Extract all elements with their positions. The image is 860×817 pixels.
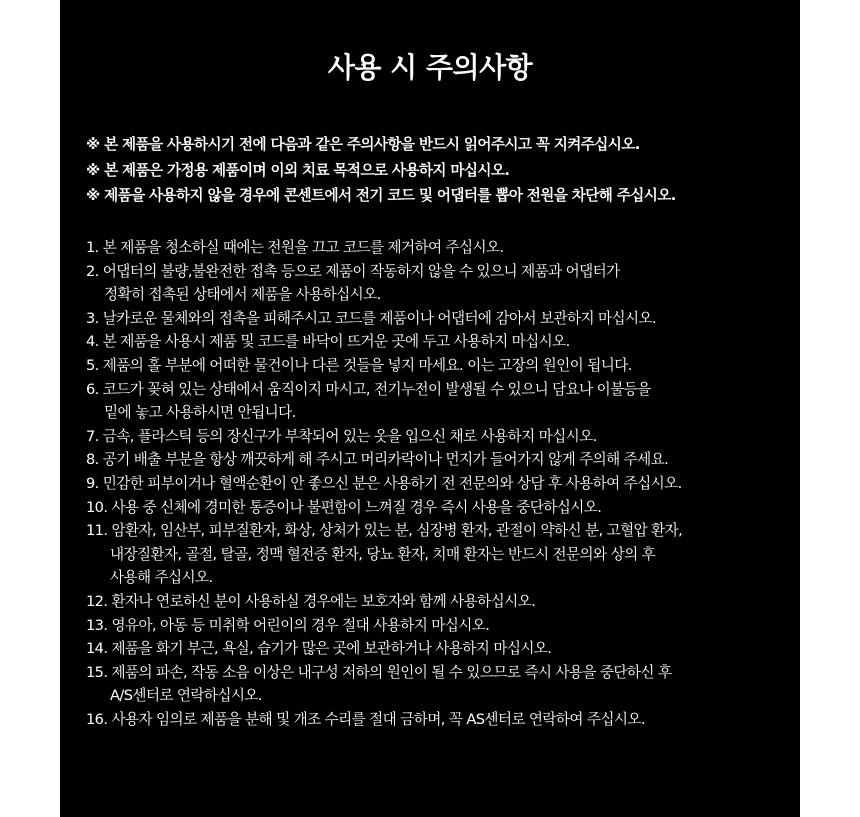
caution-item [86,519,796,590]
caution-line: 2. 어댑터의 불량,불완전한 접촉 등으로 제품이 작동하지 않을 수 있으니 제품과 어댑터가 [86,262,620,280]
caution-line: 정확히 접촉된 상태에서 제품을 사용하십시오. [104,286,381,304]
caution-item [86,236,796,260]
caution-item [86,354,796,378]
caution-line: 16. 사용자 임의로 제품을 분해 및 개조 수리를 절대 금하며, 꼭 AS센터로 연락하여 주십시오. [86,710,645,728]
caution-line: 1. 본 제품을 청소하실 때에는 전원을 끄고 코드를 제거하여 주십시오. [86,239,504,256]
caution-line: 10. 사용 중 신체에 경미한 통증이나 불편함이 느껴질 경우 즉시 사용을 중단하십시오. [86,498,602,516]
caution-line: 내장질환자, 골절, 탈골, 정맥 혈전증 환자, 당뇨 환자, 치매 환자는 반드시 전문의와 상의 후 [110,545,656,563]
caution-item [86,708,796,732]
caution-line: 14. 제품을 화기 부근, 욕실, 습기가 많은 곳에 보관하거나 사용하지 마십시오. [86,640,552,658]
caution-line: 밑에 놓고 사용하시면 안됩니다. [104,404,296,422]
caution-item [86,637,796,661]
caution-item [86,590,796,614]
caution-line: 4. 본 제품을 사용시 제품 및 코드를 바닥이 뜨거운 곳에 두고 사용하지 마십시오. [86,333,570,351]
caution-line: 13. 영유아, 아동 등 미취학 어린이의 경우 절대 사용하지 마십시오. [86,616,490,634]
caution-line: 8. 공기 배출 부분을 항상 깨끗하게 해 주시고 머리카락이나 먼지가 들어가지 않게 주의해 주세요. [86,451,669,469]
notice-list [86,132,796,209]
caution-line: 6. 코드가 꽂혀 있는 상태에서 움직이지 마시고, 전기누전이 발생될 수 있으니 담요나 이불등을 [86,380,651,398]
caution-item [86,378,796,425]
notice-item: ※ 제품을 사용하지 않을 경우에 콘센트에서 전기 코드 및 어댑터를 뽑아 전원을 차단해 주십시오. [86,187,676,204]
caution-item [86,307,796,331]
caution-item [86,496,796,520]
caution-line: 사용해 주십시오. [110,569,213,587]
caution-line: 11. 암환자, 임산부, 피부질환자, 화상, 상처가 있는 분, 심장병 환자, 관절이 약하신 분, 고혈압 환자, [86,522,683,540]
caution-item [86,260,796,307]
caution-panel [60,0,800,817]
caution-line: 5. 제품의 홀 부분에 어떠한 물건이나 다른 것들을 넣지 마세요. 이는 고장의 원인이 됩니다. [86,356,632,374]
caution-line: 12. 환자나 연로하신 분이 사용하실 경우에는 보호자와 함께 사용하십시오. [86,592,536,610]
notice-item: ※ 본 제품은 가정용 제품이며 이외 치료 목적으로 사용하지 마십시오. [86,161,510,179]
caution-item [86,425,796,449]
caution-line: 15. 제품의 파손, 작동 소음 이상은 내구성 저하의 원인이 될 수 있으므로 즉시 사용을 중단하신 후 [86,663,672,681]
notice-item: ※ 본 제품을 사용하시기 전에 다음과 같은 주의사항을 반드시 읽어주시고 꼭 지켜주십시오. [86,136,640,153]
caution-item [86,472,796,496]
caution-line: 9. 민감한 피부이거나 혈액순환이 안 좋으신 분은 사용하기 전 전문의와 상담 후 사용하여 주십시오. [86,474,682,492]
caution-line: 7. 금속, 플라스틱 등의 장신구가 부착되어 있는 옷을 입으신 채로 사용하지 마십시오. [86,427,597,445]
caution-item [86,661,796,708]
caution-line: A/S센터로 연락하십시오. [110,687,262,705]
caution-item [86,448,796,472]
caution-item [86,614,796,638]
page-title: 사용 시 주의사항 [327,51,533,84]
caution-line: 3. 날카로운 물체와의 접촉을 피해주시고 코드를 제품이나 어댑터에 감아서 보관하지 마십시오. [86,309,657,327]
caution-list [86,236,796,731]
caution-item [86,330,796,354]
